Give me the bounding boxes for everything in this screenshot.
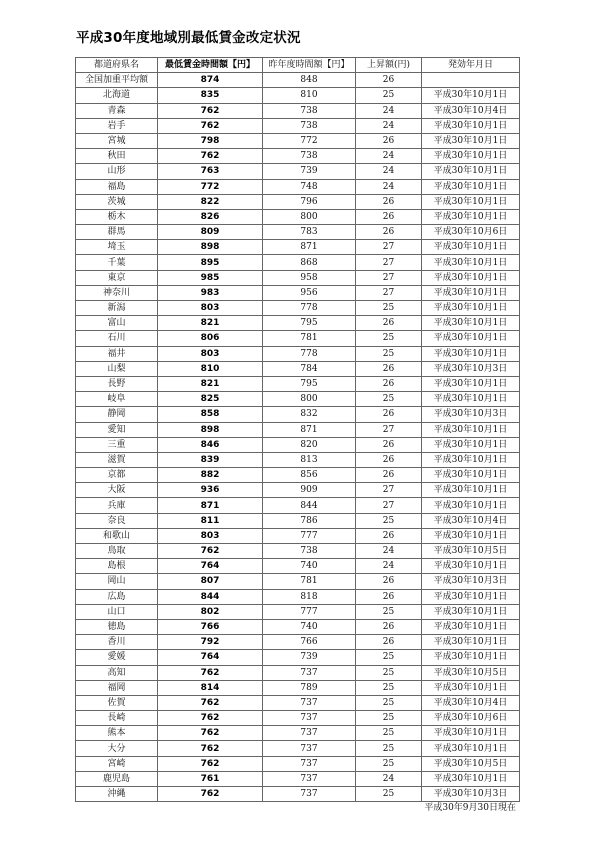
effective-date-cell: 平成30年10月1日 — [422, 392, 520, 407]
effective-date-cell: 平成30年10月1日 — [422, 468, 520, 483]
prefecture-cell: 長野 — [76, 376, 158, 391]
previous-wage-cell: 795 — [263, 316, 356, 331]
increase-cell: 25 — [356, 787, 422, 802]
current-wage-cell: 764 — [158, 559, 263, 574]
increase-cell: 25 — [356, 331, 422, 346]
previous-wage-cell: 784 — [263, 361, 356, 376]
current-wage-cell: 762 — [158, 711, 263, 726]
previous-wage-cell: 766 — [263, 635, 356, 650]
previous-wage-cell: 778 — [263, 301, 356, 316]
current-wage-cell: 936 — [158, 483, 263, 498]
prefecture-cell: 愛媛 — [76, 650, 158, 665]
current-wage-cell: 871 — [158, 498, 263, 513]
previous-wage-cell: 800 — [263, 392, 356, 407]
table-row — [76, 301, 520, 316]
table-row — [76, 619, 520, 634]
current-wage-cell: 814 — [158, 680, 263, 695]
increase-cell: 25 — [356, 711, 422, 726]
table-row — [76, 680, 520, 695]
effective-date-cell: 平成30年10月5日 — [422, 665, 520, 680]
current-wage-cell: 821 — [158, 316, 263, 331]
effective-date-cell: 平成30年10月4日 — [422, 513, 520, 528]
prefecture-cell: 山梨 — [76, 361, 158, 376]
table-body — [76, 73, 520, 802]
prefecture-cell: 京都 — [76, 468, 158, 483]
minimum-wage-table — [75, 57, 520, 802]
current-wage-cell: 763 — [158, 164, 263, 179]
current-wage-cell: 898 — [158, 240, 263, 255]
increase-cell: 27 — [356, 255, 422, 270]
effective-date-cell: 平成30年10月6日 — [422, 225, 520, 240]
prefecture-cell: 山口 — [76, 604, 158, 619]
prefecture-cell: 高知 — [76, 665, 158, 680]
prefecture-cell: 茨城 — [76, 194, 158, 209]
prefecture-cell: 宮城 — [76, 133, 158, 148]
table-row — [76, 711, 520, 726]
increase-cell: 27 — [356, 483, 422, 498]
increase-cell: 27 — [356, 422, 422, 437]
effective-date-cell: 平成30年10月1日 — [422, 133, 520, 148]
header-effective-date: 発効年月日 — [422, 58, 520, 73]
prefecture-cell: 大阪 — [76, 483, 158, 498]
table-row — [76, 604, 520, 619]
current-wage-cell: 792 — [158, 635, 263, 650]
increase-cell: 25 — [356, 665, 422, 680]
effective-date-cell: 平成30年10月1日 — [422, 498, 520, 513]
table-row — [76, 559, 520, 574]
increase-cell: 26 — [356, 468, 422, 483]
effective-date-cell: 平成30年10月1日 — [422, 771, 520, 786]
table-row — [76, 392, 520, 407]
table-row — [76, 118, 520, 133]
increase-cell: 25 — [356, 650, 422, 665]
current-wage-cell: 807 — [158, 574, 263, 589]
previous-wage-cell: 789 — [263, 680, 356, 695]
current-wage-cell: 762 — [158, 149, 263, 164]
current-wage-cell: 806 — [158, 331, 263, 346]
previous-wage-cell: 848 — [263, 73, 356, 88]
prefecture-cell: 秋田 — [76, 149, 158, 164]
table-row — [76, 498, 520, 513]
increase-cell: 26 — [356, 361, 422, 376]
previous-wage-cell: 738 — [263, 149, 356, 164]
header-increase: 上昇額(円) — [356, 58, 422, 73]
current-wage-cell: 858 — [158, 407, 263, 422]
current-wage-cell: 844 — [158, 589, 263, 604]
table-row — [76, 194, 520, 209]
previous-wage-cell: 832 — [263, 407, 356, 422]
prefecture-cell: 熊本 — [76, 726, 158, 741]
increase-cell: 24 — [356, 164, 422, 179]
table-row — [76, 665, 520, 680]
prefecture-cell: 福井 — [76, 346, 158, 361]
increase-cell: 25 — [356, 88, 422, 103]
table-row — [76, 528, 520, 543]
effective-date-cell: 平成30年10月1日 — [422, 452, 520, 467]
previous-wage-cell: 772 — [263, 133, 356, 148]
current-wage-cell: 839 — [158, 452, 263, 467]
current-wage-cell: 762 — [158, 665, 263, 680]
effective-date-cell: 平成30年10月3日 — [422, 361, 520, 376]
table-row — [76, 164, 520, 179]
increase-cell: 26 — [356, 574, 422, 589]
prefecture-cell: 三重 — [76, 437, 158, 452]
increase-cell: 26 — [356, 194, 422, 209]
increase-cell: 27 — [356, 498, 422, 513]
prefecture-cell: 東京 — [76, 270, 158, 285]
previous-wage-cell: 739 — [263, 164, 356, 179]
previous-wage-cell: 738 — [263, 544, 356, 559]
current-wage-cell: 762 — [158, 756, 263, 771]
previous-wage-cell: 786 — [263, 513, 356, 528]
increase-cell: 25 — [356, 695, 422, 710]
table-row — [76, 316, 520, 331]
increase-cell: 25 — [356, 741, 422, 756]
increase-cell: 26 — [356, 589, 422, 604]
current-wage-cell: 762 — [158, 118, 263, 133]
effective-date-cell: 平成30年10月1日 — [422, 285, 520, 300]
current-wage-cell: 882 — [158, 468, 263, 483]
previous-wage-cell: 739 — [263, 650, 356, 665]
table-row — [76, 133, 520, 148]
effective-date-cell: 平成30年10月5日 — [422, 544, 520, 559]
table-row — [76, 544, 520, 559]
effective-date-cell: 平成30年10月1日 — [422, 437, 520, 452]
table-row — [76, 103, 520, 118]
current-wage-cell: 762 — [158, 787, 263, 802]
table-row — [76, 589, 520, 604]
prefecture-cell: 神奈川 — [76, 285, 158, 300]
effective-date-cell: 平成30年10月1日 — [422, 635, 520, 650]
effective-date-cell: 平成30年10月3日 — [422, 407, 520, 422]
previous-wage-cell: 737 — [263, 756, 356, 771]
prefecture-cell: 岡山 — [76, 574, 158, 589]
increase-cell: 24 — [356, 118, 422, 133]
effective-date-cell: 平成30年10月3日 — [422, 574, 520, 589]
increase-cell: 26 — [356, 437, 422, 452]
table-row — [76, 240, 520, 255]
current-wage-cell: 762 — [158, 103, 263, 118]
previous-wage-cell: 737 — [263, 741, 356, 756]
previous-wage-cell: 813 — [263, 452, 356, 467]
prefecture-cell: 新潟 — [76, 301, 158, 316]
previous-wage-cell: 748 — [263, 179, 356, 194]
increase-cell: 26 — [356, 376, 422, 391]
increase-cell: 27 — [356, 285, 422, 300]
header-previous-wage: 昨年度時間額【円】 — [263, 58, 356, 73]
current-wage-cell: 772 — [158, 179, 263, 194]
table-row — [76, 422, 520, 437]
current-wage-cell: 762 — [158, 544, 263, 559]
prefecture-cell: 福島 — [76, 179, 158, 194]
current-wage-cell: 803 — [158, 346, 263, 361]
prefecture-cell: 島根 — [76, 559, 158, 574]
prefecture-cell: 岐阜 — [76, 392, 158, 407]
table-row — [76, 437, 520, 452]
table-row — [76, 73, 520, 88]
table-row — [76, 483, 520, 498]
current-wage-cell: 762 — [158, 726, 263, 741]
increase-cell: 26 — [356, 209, 422, 224]
prefecture-cell: 静岡 — [76, 407, 158, 422]
previous-wage-cell: 871 — [263, 422, 356, 437]
increase-cell: 24 — [356, 103, 422, 118]
previous-wage-cell: 777 — [263, 528, 356, 543]
current-wage-cell: 766 — [158, 619, 263, 634]
previous-wage-cell: 738 — [263, 118, 356, 133]
table-row — [76, 468, 520, 483]
previous-wage-cell: 800 — [263, 209, 356, 224]
previous-wage-cell: 818 — [263, 589, 356, 604]
header-prefecture: 都道府県名 — [76, 58, 158, 73]
previous-wage-cell: 783 — [263, 225, 356, 240]
effective-date-cell: 平成30年10月3日 — [422, 787, 520, 802]
increase-cell: 26 — [356, 452, 422, 467]
prefecture-cell: 福岡 — [76, 680, 158, 695]
table-row — [76, 513, 520, 528]
effective-date-cell: 平成30年10月1日 — [422, 316, 520, 331]
table-row — [76, 376, 520, 391]
effective-date-cell: 平成30年10月1日 — [422, 209, 520, 224]
prefecture-cell: 全国加重平均額 — [76, 73, 158, 88]
table-row — [76, 255, 520, 270]
effective-date-cell: 平成30年10月1日 — [422, 376, 520, 391]
increase-cell: 24 — [356, 559, 422, 574]
increase-cell: 25 — [356, 726, 422, 741]
previous-wage-cell: 737 — [263, 726, 356, 741]
current-wage-cell: 762 — [158, 741, 263, 756]
table-row — [76, 346, 520, 361]
increase-cell: 26 — [356, 619, 422, 634]
page-title: 平成30年度地域別最低賃金改定状況 — [76, 30, 301, 46]
increase-cell: 26 — [356, 133, 422, 148]
current-wage-cell: 874 — [158, 73, 263, 88]
previous-wage-cell: 820 — [263, 437, 356, 452]
current-wage-cell: 835 — [158, 88, 263, 103]
table-row — [76, 741, 520, 756]
effective-date-cell: 平成30年10月4日 — [422, 695, 520, 710]
increase-cell: 25 — [356, 513, 422, 528]
previous-wage-cell: 781 — [263, 331, 356, 346]
prefecture-cell: 大分 — [76, 741, 158, 756]
increase-cell: 26 — [356, 225, 422, 240]
effective-date-cell: 平成30年10月1日 — [422, 240, 520, 255]
current-wage-cell: 802 — [158, 604, 263, 619]
effective-date-cell: 平成30年10月1日 — [422, 179, 520, 194]
prefecture-cell: 滋賀 — [76, 452, 158, 467]
effective-date-cell: 平成30年10月1日 — [422, 741, 520, 756]
table-row — [76, 695, 520, 710]
table-row — [76, 88, 520, 103]
previous-wage-cell: 796 — [263, 194, 356, 209]
prefecture-cell: 兵庫 — [76, 498, 158, 513]
current-wage-cell: 762 — [158, 695, 263, 710]
effective-date-cell: 平成30年10月6日 — [422, 711, 520, 726]
prefecture-cell: 山形 — [76, 164, 158, 179]
prefecture-cell: 富山 — [76, 316, 158, 331]
previous-wage-cell: 737 — [263, 711, 356, 726]
prefecture-cell: 石川 — [76, 331, 158, 346]
effective-date-cell: 平成30年10月1日 — [422, 346, 520, 361]
effective-date-cell: 平成30年10月1日 — [422, 422, 520, 437]
prefecture-cell: 北海道 — [76, 88, 158, 103]
table-row — [76, 331, 520, 346]
table-row — [76, 452, 520, 467]
effective-date-cell: 平成30年10月4日 — [422, 103, 520, 118]
current-wage-cell: 809 — [158, 225, 263, 240]
table-header-row — [76, 58, 520, 73]
increase-cell: 24 — [356, 544, 422, 559]
increase-cell: 26 — [356, 316, 422, 331]
table-row — [76, 361, 520, 376]
current-wage-cell: 895 — [158, 255, 263, 270]
table-row — [76, 650, 520, 665]
prefecture-cell: 青森 — [76, 103, 158, 118]
previous-wage-cell: 958 — [263, 270, 356, 285]
current-wage-cell: 798 — [158, 133, 263, 148]
current-wage-cell: 898 — [158, 422, 263, 437]
table-row — [76, 270, 520, 285]
current-wage-cell: 810 — [158, 361, 263, 376]
current-wage-cell: 822 — [158, 194, 263, 209]
current-wage-cell: 761 — [158, 771, 263, 786]
effective-date-cell: 平成30年10月5日 — [422, 756, 520, 771]
current-wage-cell: 846 — [158, 437, 263, 452]
previous-wage-cell: 740 — [263, 559, 356, 574]
effective-date-cell: 平成30年10月1日 — [422, 619, 520, 634]
previous-wage-cell: 795 — [263, 376, 356, 391]
previous-wage-cell: 781 — [263, 574, 356, 589]
previous-wage-cell: 737 — [263, 665, 356, 680]
prefecture-cell: 千葉 — [76, 255, 158, 270]
effective-date-cell: 平成30年10月1日 — [422, 726, 520, 741]
prefecture-cell: 愛知 — [76, 422, 158, 437]
table-row — [76, 209, 520, 224]
increase-cell: 26 — [356, 528, 422, 543]
effective-date-cell: 平成30年10月1日 — [422, 559, 520, 574]
previous-wage-cell: 778 — [263, 346, 356, 361]
current-wage-cell: 985 — [158, 270, 263, 285]
previous-wage-cell: 737 — [263, 695, 356, 710]
effective-date-cell: 平成30年10月1日 — [422, 650, 520, 665]
current-wage-cell: 983 — [158, 285, 263, 300]
previous-wage-cell: 856 — [263, 468, 356, 483]
prefecture-cell: 佐賀 — [76, 695, 158, 710]
previous-wage-cell: 737 — [263, 787, 356, 802]
prefecture-cell: 香川 — [76, 635, 158, 650]
table-row — [76, 285, 520, 300]
effective-date-cell — [422, 73, 520, 88]
increase-cell: 26 — [356, 635, 422, 650]
increase-cell: 25 — [356, 301, 422, 316]
previous-wage-cell: 871 — [263, 240, 356, 255]
current-wage-cell: 811 — [158, 513, 263, 528]
prefecture-cell: 岩手 — [76, 118, 158, 133]
effective-date-cell: 平成30年10月1日 — [422, 164, 520, 179]
increase-cell: 26 — [356, 73, 422, 88]
current-wage-cell: 826 — [158, 209, 263, 224]
table-row — [76, 726, 520, 741]
prefecture-cell: 徳島 — [76, 619, 158, 634]
current-wage-cell: 803 — [158, 528, 263, 543]
increase-cell: 24 — [356, 771, 422, 786]
increase-cell: 26 — [356, 407, 422, 422]
table-row — [76, 225, 520, 240]
as-of-date: 平成30年9月30日現在 — [424, 803, 516, 813]
effective-date-cell: 平成30年10月1日 — [422, 194, 520, 209]
table-row — [76, 635, 520, 650]
increase-cell: 24 — [356, 149, 422, 164]
effective-date-cell: 平成30年10月1日 — [422, 149, 520, 164]
increase-cell: 24 — [356, 179, 422, 194]
increase-cell: 25 — [356, 604, 422, 619]
prefecture-cell: 和歌山 — [76, 528, 158, 543]
prefecture-cell: 長崎 — [76, 711, 158, 726]
effective-date-cell: 平成30年10月1日 — [422, 483, 520, 498]
prefecture-cell: 広島 — [76, 589, 158, 604]
previous-wage-cell: 810 — [263, 88, 356, 103]
table-row — [76, 771, 520, 786]
current-wage-cell: 821 — [158, 376, 263, 391]
prefecture-cell: 栃木 — [76, 209, 158, 224]
prefecture-cell: 鳥取 — [76, 544, 158, 559]
header-current-wage: 最低賃金時間額【円】 — [158, 58, 263, 73]
previous-wage-cell: 737 — [263, 771, 356, 786]
increase-cell: 27 — [356, 240, 422, 255]
previous-wage-cell: 777 — [263, 604, 356, 619]
increase-cell: 27 — [356, 270, 422, 285]
effective-date-cell: 平成30年10月1日 — [422, 301, 520, 316]
table-row — [76, 756, 520, 771]
increase-cell: 25 — [356, 346, 422, 361]
prefecture-cell: 沖縄 — [76, 787, 158, 802]
effective-date-cell: 平成30年10月1日 — [422, 589, 520, 604]
effective-date-cell: 平成30年10月1日 — [422, 255, 520, 270]
prefecture-cell: 奈良 — [76, 513, 158, 528]
effective-date-cell: 平成30年10月1日 — [422, 88, 520, 103]
previous-wage-cell: 868 — [263, 255, 356, 270]
increase-cell: 25 — [356, 680, 422, 695]
table-row — [76, 179, 520, 194]
previous-wage-cell: 909 — [263, 483, 356, 498]
previous-wage-cell: 844 — [263, 498, 356, 513]
effective-date-cell: 平成30年10月1日 — [422, 528, 520, 543]
prefecture-cell: 群馬 — [76, 225, 158, 240]
previous-wage-cell: 956 — [263, 285, 356, 300]
effective-date-cell: 平成30年10月1日 — [422, 680, 520, 695]
previous-wage-cell: 738 — [263, 103, 356, 118]
current-wage-cell: 825 — [158, 392, 263, 407]
current-wage-cell: 764 — [158, 650, 263, 665]
table-row — [76, 149, 520, 164]
prefecture-cell: 鹿児島 — [76, 771, 158, 786]
table-row — [76, 407, 520, 422]
effective-date-cell: 平成30年10月1日 — [422, 331, 520, 346]
table-row — [76, 574, 520, 589]
effective-date-cell: 平成30年10月1日 — [422, 604, 520, 619]
increase-cell: 25 — [356, 392, 422, 407]
previous-wage-cell: 740 — [263, 619, 356, 634]
prefecture-cell: 宮崎 — [76, 756, 158, 771]
effective-date-cell: 平成30年10月1日 — [422, 270, 520, 285]
current-wage-cell: 803 — [158, 301, 263, 316]
prefecture-cell: 埼玉 — [76, 240, 158, 255]
increase-cell: 25 — [356, 756, 422, 771]
effective-date-cell: 平成30年10月1日 — [422, 118, 520, 133]
